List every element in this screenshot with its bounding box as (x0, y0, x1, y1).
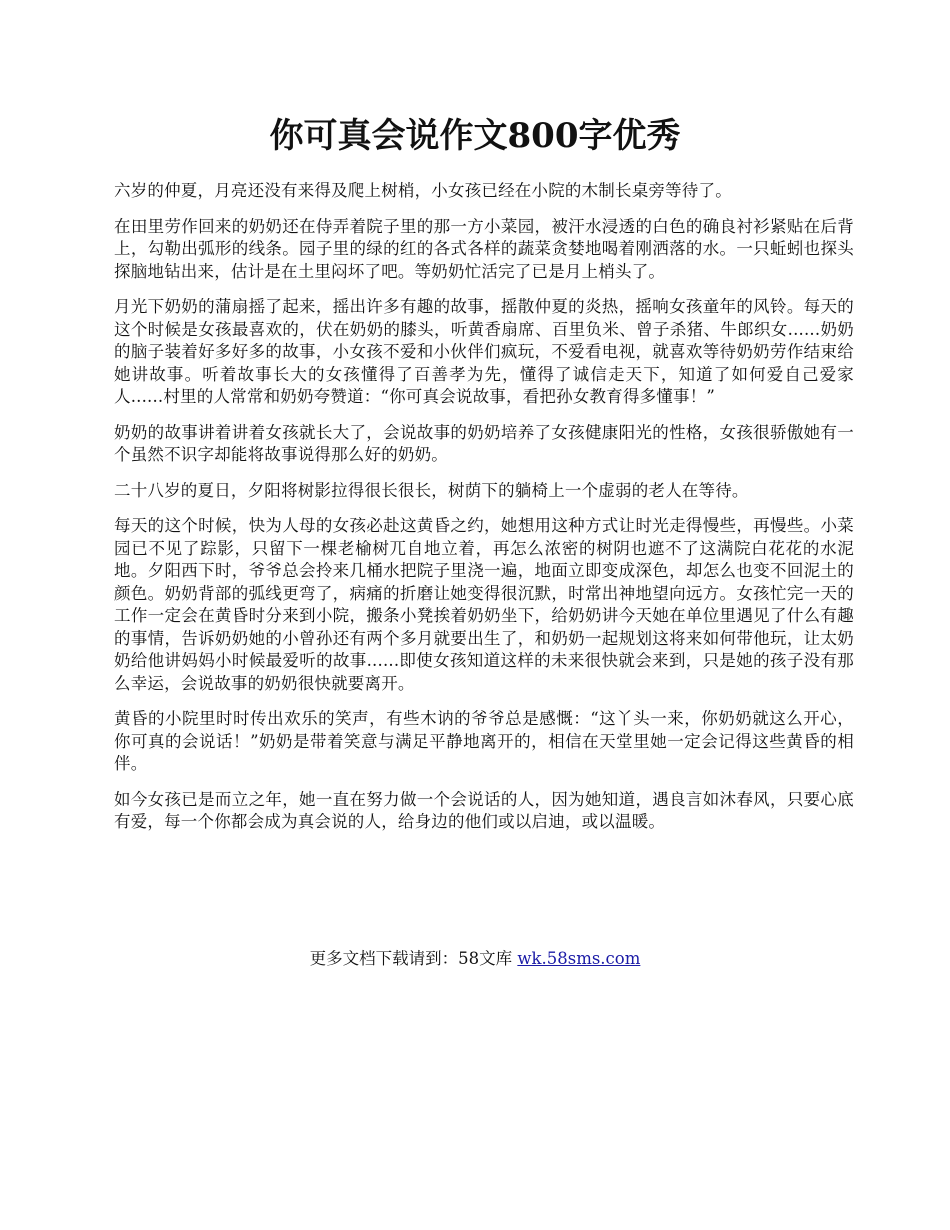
paragraph: 二十八岁的夏日，夕阳将树影拉得很长很长，树荫下的躺椅上一个虚弱的老人在等待。 (114, 480, 749, 500)
paragraph: 黄昏的小院里时时传出欢乐的笑声，有些木讷的爷爷总是感慨：“这丫头一来，你奶奶就这么开心，你可真的会说话！”奶奶是带着笑意与满足平静地离开的，相信在天堂里她一定会记得这些黄昏的相伴。 (114, 709, 854, 773)
document-title: 你可真会说作文800字优秀 (269, 116, 681, 156)
paragraph: 如今女孩已是而立之年，她一直在努力做一个会说话的人，因为她知道，遇良言如沐春风，只要心底有爱，每一个你都会成为真会说的人，给身边的他们或以启迪，或以温暖。 (114, 789, 854, 831)
paragraph: 月光下奶奶的蒲扇摇了起来，摇出许多有趣的故事，摇散仲夏的炎热，摇响女孩童年的风铃。每天的这个时候是女孩最喜欢的，伏在奶奶的膝头，听黄香扇席、百里负米、曾子杀猪、牛郎织女......奶奶的脑子装着好多好多的故事，小女孩不爱和小伙伴们疯玩，不爱看电视，就喜欢等待奶奶劳作结束给她讲故事。听着故事长大的女孩懂得了百善孝为先，懂得了诚信走天下，知道了如何爱自己爱家人......村里的人常常和奶奶夸赞道：“你可真会说故事，看把孙女教育得多懂事！” (114, 297, 854, 406)
paragraph: 奶奶的故事讲着讲着女孩就长大了，会说故事的奶奶培养了女孩健康阳光的性格，女孩很骄傲她有一个虽然不识字却能将故事说得那么好的奶奶。 (114, 422, 854, 464)
paragraph: 在田里劳作回来的奶奶还在侍弄着院子里的那一方小菜园，被汗水浸透的白色的确良衬衫紧贴在后背上，勾勒出弧形的线条。园子里的绿的红的各式各样的蔬菜贪婪地喝着刚洒落的水。一只蚯蚓也探头探脑地钻出来，估计是在土里闷坏了吧。等奶奶忙活完了已是月上梢头了。 (114, 216, 854, 281)
paragraph: 六岁的仲夏，月亮还没有来得及爬上树梢，小女孩已经在小院的木制长桌旁等待了。 (114, 181, 732, 200)
paragraph: 每天的这个时候，快为人母的女孩必赴这黄昏之约，她想用这种方式让时光走得慢些，再慢些。小菜园已不见了踪影，只留下一棵老榆树兀自地立着，再怎么浓密的树阴也遮不了这满院白花花的水泥地。夕阳西下时，爷爷总会拎来几桶水把院子里浇一遍，地面立即变成深色，却怎么也变不回泥土的颜色。奶奶背部的弧线更弯了，病痛的折磨让她变得很沉默，时常出神地望向远方。女孩忙完一天的工作一定会在黄昏时分来到小院，搬条小凳挨着奶奶坐下，给奶奶讲今天她在单位里遇见了什么有趣的事情，告诉奶奶她的小曾孙还有两个多月就要出生了，和奶奶一起规划这将来如何带他玩，让太奶奶给他讲妈妈小时候最爱听的故事......即使女孩知道这样的未来很快就会来到，只是她的孩子没有那么幸运，会说故事的奶奶很快就要离开。 (114, 516, 854, 693)
download-link[interactable]: wk.58sms.com (517, 949, 641, 968)
download-footer (0, 947, 950, 971)
footer-text: 更多文档下载请到：58文库 (309, 949, 518, 968)
document-body (114, 180, 854, 847)
